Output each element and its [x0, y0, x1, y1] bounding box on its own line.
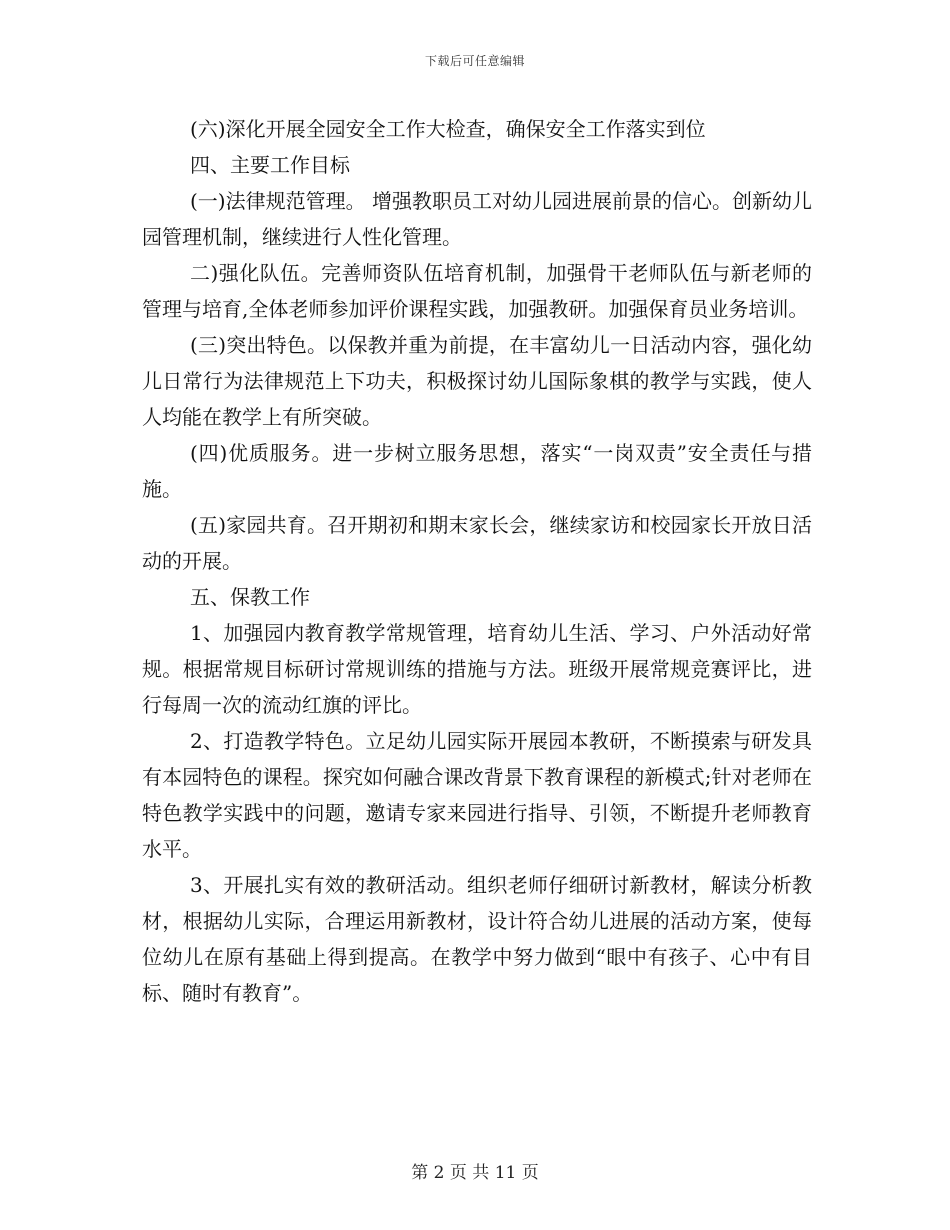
section-heading-care-education: 五、保教工作 [190, 585, 310, 609]
page-header: 下载后可任意编辑 [424, 54, 525, 68]
paragraph-goal-two: 二)强化队伍。完善师资队伍培育机制，加强骨干老师队伍与新老师的管理与培育,全体老师参加评价课程实践，加强教研。加强保育员业务培训。 [142, 261, 812, 321]
paragraph-goal-three: (三)突出特色。以保教并重为前提，在丰富幼儿一日活动内容，强化幼儿日常行为法律规范上下功夫，积极探讨幼儿国际象棋的教学与实践，使人人均能在教学上有所突破。 [142, 333, 812, 429]
paragraph-goal-one: (一)法律规范管理。 增强教职员工对幼儿园进展前景的信心。创新幼儿园管理机制，继续进行人性化管理。 [142, 189, 812, 249]
paragraph-care-two: 2、打造教学特色。立足幼儿园实际开展园本教研，不断摸索与研发具有本园特色的课程。探究如何融合课改背景下教育课程的新模式;针对老师在特色教学实践中的问题，邀请专家来园进行指导、引领，不断提升老师教育水平。 [142, 729, 812, 861]
paragraph-item-six: (六)深化开展全园安全工作大检查，确保安全工作落实到位 [190, 117, 706, 141]
paragraph-goal-five: (五)家园共育。召开期初和期末家长会，继续家访和校园家长开放日活动的开展。 [142, 513, 812, 573]
section-heading-main-goals: 四、主要工作目标 [190, 153, 350, 177]
document-body [142, 111, 812, 1011]
paragraph-goal-four: (四)优质服务。进一步树立服务思想，落实“一岗双责”安全责任与措施。 [142, 441, 812, 501]
paragraph-care-one: 1、加强园内教育教学常规管理，培育幼儿生活、学习、户外活动好常规。根据常规目标研讨常规训练的措施与方法。班级开展常规竞赛评比，进行每周一次的流动红旗的评比。 [142, 621, 812, 717]
paragraph-care-three: 3、开展扎实有效的教研活动。组织老师仔细研讨新教材，解读分析教材，根据幼儿实际，合理运用新教材，设计符合幼儿进展的活动方案，使每位幼儿在原有基础上得到提高。在教学中努力做到“眼中有孩子、心中有目标、随时有教育”。 [142, 873, 812, 1005]
page-footer: 第 2 页 共 11 页 [411, 1163, 539, 1183]
